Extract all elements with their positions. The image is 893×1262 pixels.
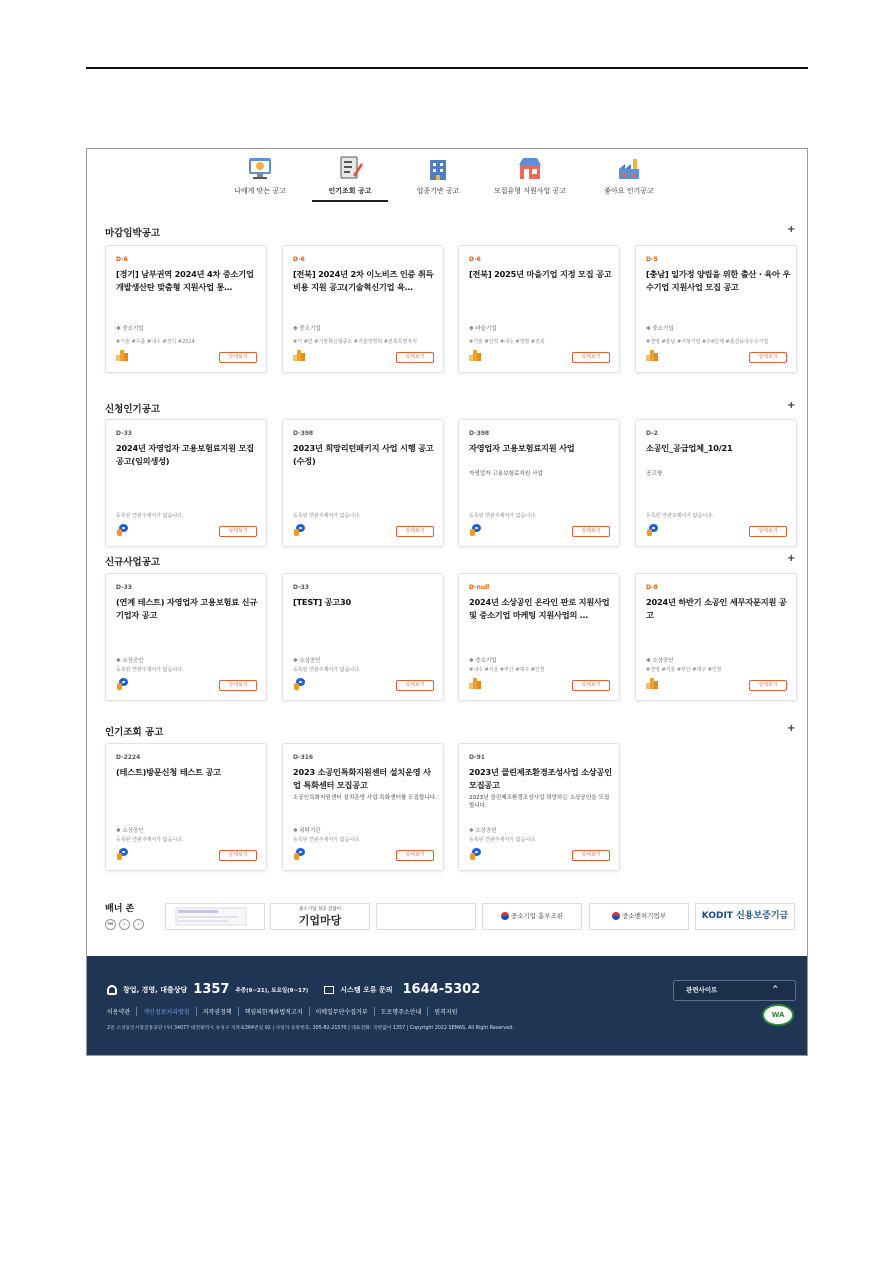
card-title[interactable]: [경기] 남부권역 2024년 4차 중소기업 개발생산탄 맞춤형 지원사업 통… — [116, 269, 254, 292]
footer-links — [107, 1007, 463, 1016]
announcement-card[interactable] — [105, 743, 267, 871]
card-tags: 등록된 연관주제어가 없습니다. — [293, 667, 361, 673]
d-day-badge: D-398 — [293, 430, 314, 437]
error-label: 시스템 오류 문의 — [340, 985, 393, 994]
card-tags: #기술 #수출 #내수 #경기 #2024 — [116, 339, 195, 345]
building-icon — [424, 155, 452, 181]
banner-item-kodit[interactable] — [695, 903, 795, 930]
section-title: 마감임박공고 — [105, 228, 161, 239]
tab-label: 나에게 맞는 공고 — [234, 187, 286, 195]
banner-sme-label: 중소기업 홈부조판 — [510, 912, 564, 920]
card-organization: ✻ 소상공인 — [293, 658, 321, 664]
card-title[interactable]: 2024년 소상공인 온라인 판로 지원사업 및 중소기업 마케팅 지원사업의 … — [469, 597, 610, 620]
section-more-button[interactable]: + — [787, 723, 796, 734]
d-day-badge: D-398 — [469, 430, 490, 437]
section-more-button[interactable]: + — [787, 553, 796, 564]
announcement-card[interactable] — [458, 245, 620, 373]
taegeuk-icon — [501, 912, 509, 920]
building-icon — [116, 350, 128, 362]
banner-first-button[interactable]: ⏮ — [105, 919, 116, 930]
detail-button[interactable]: 상세보기 — [219, 352, 257, 363]
tab-label: 모집유형 지원사업 공고 — [493, 187, 567, 195]
announcement-card[interactable] — [458, 743, 620, 871]
semas-logo-icon — [293, 678, 305, 690]
card-organization: ✻ 소상공인 — [116, 828, 144, 834]
banner-item-mss[interactable] — [589, 903, 689, 930]
card-tags: #내수 #서울 #부산 #대구 #인천 — [469, 667, 545, 673]
announcement-card[interactable] — [282, 245, 444, 373]
related-sites-label: 관련사이트 — [686, 986, 718, 994]
announcement-card[interactable] — [282, 573, 444, 701]
building-icon — [646, 678, 658, 690]
card-title[interactable]: 2024년 자영업자 고용보험료지원 모집공고(임의생성) — [116, 443, 254, 466]
d-day-badge: D-33 — [116, 584, 132, 591]
card-description: 자영업자 고용보험료지원 사업 — [469, 471, 543, 477]
card-tags: #기 #인 #기술혁신형중소 #기술경영혁 #전북특별자치 — [293, 339, 417, 345]
org-label: 중소기업 — [475, 658, 497, 664]
card-tags: 등록된 연관주제어가 없습니다. — [469, 837, 537, 843]
semas-logo-icon — [469, 524, 481, 536]
card-title[interactable]: [TEST] 공고30 — [293, 597, 352, 607]
card-tags: 등록된 연관주제어가 없습니다. — [469, 513, 537, 519]
building-icon — [293, 350, 305, 362]
detail-button[interactable]: 상세보기 — [572, 352, 610, 363]
card-title[interactable]: 2024년 하반기 소공인 세무자문지원 공고 — [646, 597, 787, 620]
tab-bar — [87, 149, 807, 209]
banner-prev-button[interactable]: ‹ — [119, 919, 130, 930]
footer-link-address[interactable]: 도로명주소안내 — [375, 1007, 429, 1016]
related-sites-select[interactable] — [673, 980, 796, 1001]
card-title[interactable]: [충남] 일가정 양립을 위한 출산 · 육아 우수기업 지원사업 모집 공고 — [646, 269, 791, 292]
org-label: 소상공인 — [475, 828, 497, 834]
announcement-card[interactable] — [635, 419, 797, 547]
semas-logo-icon — [116, 848, 128, 860]
d-day-badge: D-2 — [646, 430, 658, 437]
semas-logo-icon — [293, 524, 305, 536]
d-day-badge: D-8 — [646, 584, 658, 591]
section-more-button[interactable]: + — [787, 400, 796, 411]
card-organization: ✻ 중소기업 — [646, 326, 674, 332]
tab-liked[interactable] — [591, 155, 667, 196]
card-organization: ✻ 소상공인 — [116, 658, 144, 664]
org-label: 소상공인 — [122, 658, 144, 664]
card-organization: ✻ 마을기업 — [469, 326, 497, 332]
card-organization: ✻ 중소기업 — [469, 658, 497, 664]
banner-item-blank[interactable] — [376, 903, 476, 930]
detail-button[interactable]: 상세보기 — [396, 526, 434, 537]
tab-popular[interactable] — [312, 155, 388, 202]
d-day-badge: D-33 — [293, 584, 309, 591]
footer-link-privacy[interactable]: 개인정보처리방침 — [137, 1007, 196, 1016]
card-title[interactable]: [전북] 2024년 2차 이노비즈 인증 취득 비용 지원 공고(기술혁신기업 육… — [293, 269, 434, 292]
card-tags: 등록된 연관주제어가 없습니다. — [116, 667, 184, 673]
section-title: 신청인기공고 — [105, 404, 161, 415]
announcement-card[interactable] — [458, 419, 620, 547]
banner-mss-label: 중소벤처기업부 — [622, 912, 667, 920]
announcement-card[interactable] — [458, 573, 620, 701]
tab-label: 좋아요 인기공고 — [604, 187, 654, 195]
semas-logo-icon — [469, 848, 481, 860]
announcement-card[interactable] — [635, 245, 797, 373]
chevron-up-icon: ⌃ — [771, 985, 779, 995]
footer-link-copyright[interactable]: 저작권정책 — [197, 1007, 239, 1016]
d-day-badge: D-6 — [293, 256, 305, 263]
footer-link-legal[interactable]: 책임의한계와법적고지 — [239, 1007, 310, 1016]
d-day-badge: D-null — [469, 584, 490, 591]
card-title[interactable]: 2023년 클린제조환경조성사업 소상공인 모집공고 — [469, 767, 612, 790]
detail-button[interactable]: 상세보기 — [219, 680, 257, 691]
consult-number: 1357 — [193, 982, 230, 997]
semas-logo-icon — [293, 848, 305, 860]
detail-button[interactable]: 상세보기 — [749, 526, 787, 537]
tab-recommended[interactable] — [222, 155, 298, 196]
d-day-badge: D-316 — [293, 754, 314, 761]
detail-button[interactable]: 상세보기 — [572, 680, 610, 691]
card-tags: 등록된 연관주제어가 없습니다. — [293, 837, 361, 843]
banner-title: 배너 존 — [105, 904, 135, 914]
building-icon — [646, 350, 658, 362]
detail-button[interactable]: 상세보기 — [396, 352, 434, 363]
card-title[interactable]: 자영업자 고용보험료지원 사업 — [469, 443, 575, 453]
d-day-badge: D-91 — [469, 754, 485, 761]
org-label: 위탁기관 — [299, 828, 321, 834]
announcement-card[interactable] — [105, 245, 267, 373]
banner-bizinfo-label: 기업마당 — [298, 914, 342, 927]
org-label: 중소기업 — [652, 326, 674, 332]
tab-industry[interactable] — [405, 155, 471, 196]
d-day-badge: D-5 — [646, 256, 658, 263]
detail-button[interactable]: 상세보기 — [749, 680, 787, 691]
footer-link-remote[interactable]: 원격지원 — [434, 1009, 458, 1016]
consult-hours: 주중(9~21), 토요일(9~17) — [235, 987, 309, 994]
semas-logo-icon — [116, 524, 128, 536]
announcement-card[interactable] — [282, 419, 444, 547]
org-label: 소상공인 — [122, 828, 144, 834]
document-pencil-icon — [336, 155, 364, 181]
card-title[interactable]: 2023년 희망리턴패키지 사업 시행 공고(수정) — [293, 443, 434, 466]
card-title[interactable]: (연계 테스트) 자영업자 고용보험료 신규기업자 공고 — [116, 597, 258, 620]
card-tags: 등록된 연관주제어가 없습니다. — [116, 513, 184, 519]
detail-button[interactable]: 상세보기 — [396, 680, 434, 691]
card-organization: ✻ 소상공인 — [646, 658, 674, 664]
banner-sub-label: 중소기업 성공 길잡이 — [299, 907, 341, 912]
footer-address: 2층 소상공인시장진흥공단 (우) 34077 대전광역시 유성구 지족로364번길 92 | 사업자 등록번호: 305-82-21570 | 대표전화: 국번없이 1357 | Copyright 2022 SEMAS, All Right Reserved. — [107, 1026, 514, 1031]
detail-button[interactable]: 상세보기 — [572, 850, 610, 861]
card-title[interactable]: 소공인_공급업체_10/21 — [646, 443, 733, 453]
card-tags: #경영 #서울 #부산 #대구 #인천 — [646, 667, 722, 673]
monitor-calendar-icon — [246, 155, 274, 181]
card-title[interactable]: [전북] 2025년 마을기업 지정 모집 공고 — [469, 269, 612, 279]
card-title[interactable]: 2023 소공인특화지원센터 설치운영 사업 특화센터 모집공고 — [293, 767, 431, 790]
banner-next-button[interactable]: › — [133, 919, 144, 930]
factory-icon — [615, 155, 643, 181]
detail-button[interactable]: 상세보기 — [396, 850, 434, 861]
announcement-card[interactable] — [105, 419, 267, 547]
footer — [87, 956, 808, 1056]
org-label: 마을기업 — [475, 326, 497, 332]
building-icon — [469, 678, 481, 690]
section-title: 인기조회 공고 — [105, 727, 164, 738]
org-label: 소상공인 — [299, 658, 321, 664]
section-title: 신규사업공고 — [105, 557, 161, 568]
main-frame — [86, 148, 808, 1056]
detail-button[interactable]: 상세보기 — [572, 526, 610, 537]
d-day-badge: D-6 — [116, 256, 128, 263]
tab-label: 인기조회 공고 — [328, 187, 372, 195]
error-number: 1644-5302 — [402, 982, 481, 997]
monitor-icon — [324, 986, 334, 994]
detail-button[interactable]: 상세보기 — [219, 526, 257, 537]
consult-label: 창업, 경영, 대출상담 — [123, 985, 188, 994]
card-tags: 등록된 연관주제어가 없습니다. — [646, 513, 714, 519]
tab-label: 업종기반 공고 — [416, 187, 460, 195]
card-tags: #기술 #인력 #내수 #경영 #전북 — [469, 339, 545, 345]
card-organization: ✻ 중소기업 — [293, 326, 321, 332]
banner-kodit-label: KODIT 신용보증기금 — [701, 911, 789, 921]
top-divider — [86, 67, 808, 69]
web-accessibility-badge: WA — [762, 1004, 794, 1026]
card-title[interactable]: (테스트)방문신청 테스트 공고 — [116, 767, 221, 777]
announcement-card[interactable] — [635, 573, 797, 701]
card-tags: 등록된 연관주제어가 없습니다. — [293, 513, 361, 519]
headset-icon — [107, 985, 117, 995]
detail-button[interactable]: 상세보기 — [219, 850, 257, 861]
banner-item-sme-promo[interactable] — [482, 903, 582, 930]
tab-recruit-type[interactable] — [484, 155, 576, 196]
card-organization: ✻ 위탁기관 — [293, 828, 321, 834]
d-day-badge: D-2224 — [116, 754, 141, 761]
org-label: 중소기업 — [122, 326, 144, 332]
building-icon — [469, 350, 481, 362]
card-description: 2023년 클린제조환경조성사업 희망하는 소상공인을 모집합니다. — [469, 795, 610, 809]
d-day-badge: D-33 — [116, 430, 132, 437]
footer-link-email[interactable]: 이메일무단수집거부 — [310, 1007, 375, 1016]
announcement-card[interactable] — [282, 743, 444, 871]
card-description: 공고명 — [646, 471, 663, 477]
card-tags: 등록된 연관주제어가 없습니다. — [116, 837, 184, 843]
org-label: 소상공인 — [652, 658, 674, 664]
section-more-button[interactable]: + — [787, 224, 796, 235]
card-organization: ✻ 중소기업 — [116, 326, 144, 332]
semas-logo-icon — [646, 524, 658, 536]
card-description: 소공인특화지원센터 설치운영 사업 특화센터를 모집합니다. — [293, 795, 437, 801]
detail-button[interactable]: 상세보기 — [749, 352, 787, 363]
announcement-card[interactable] — [105, 573, 267, 701]
card-tags: #경영 #충남 #여성기업 #주4일제 #출산육아우수기업 — [646, 339, 769, 345]
footer-contact-row — [107, 982, 486, 997]
semas-logo-icon — [116, 678, 128, 690]
d-day-badge: D-6 — [469, 256, 481, 263]
card-organization: ✻ 소상공인 — [469, 828, 497, 834]
taegeuk-icon — [612, 912, 620, 920]
footer-link-terms[interactable]: 이용약관 — [107, 1007, 137, 1016]
banner-item-screenshot[interactable] — [165, 903, 265, 930]
banner-item-bizinfo[interactable] — [270, 903, 370, 930]
store-icon — [516, 155, 544, 181]
org-label: 중소기업 — [299, 326, 321, 332]
